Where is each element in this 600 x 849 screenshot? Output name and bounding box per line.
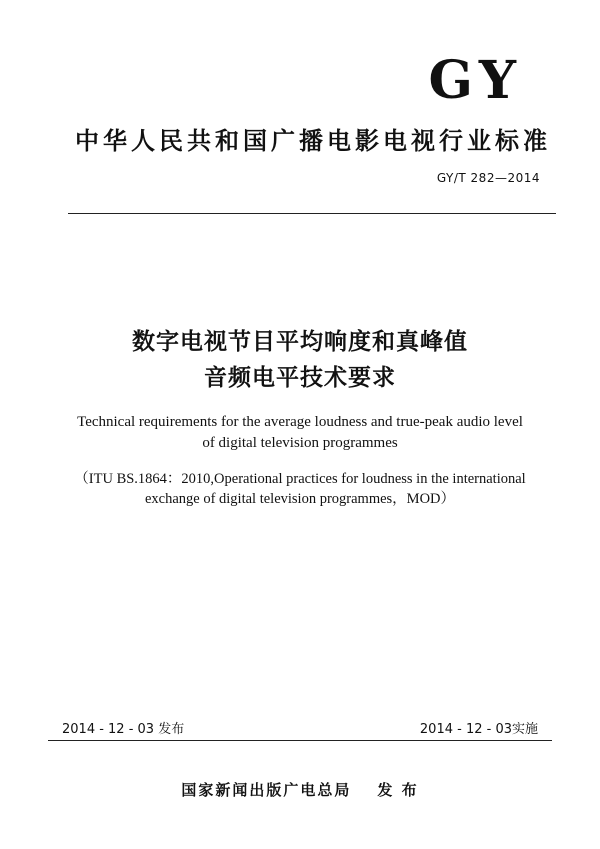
gy-logo: GY [428, 50, 522, 111]
top-divider [68, 213, 556, 214]
standard-number: GY/T 282—2014 [436, 171, 540, 185]
english-title-line-2: of digital television programmes [202, 435, 398, 451]
chinese-title-line-2: 音频电平技术要求 [204, 365, 396, 391]
industry-standard-heading: 中华人民共和国广播电影电视行业标准 [75, 127, 551, 155]
issue-date: 2014 - 12 - 03 发布 [62, 722, 185, 737]
issuing-authority: 国家新闻出版广电总局 [181, 781, 352, 799]
english-title-line-1: Technical requirements for the average loudness and true-peak audio level [77, 414, 523, 430]
reference-line-2: exchange of digital television programmes，MOD） [144, 491, 456, 507]
chinese-title-line-1: 数字电视节目平均响度和真峰值 [132, 329, 468, 355]
bottom-divider [48, 740, 552, 741]
implementation-date: 2014 - 12 - 03实施 [419, 722, 538, 737]
reference-line-1: （ITU BS.1864：2010,Operational practices for loudness in the international [74, 471, 526, 487]
issue-label: 发 布 [377, 781, 419, 799]
issuer-block [0, 779, 600, 800]
